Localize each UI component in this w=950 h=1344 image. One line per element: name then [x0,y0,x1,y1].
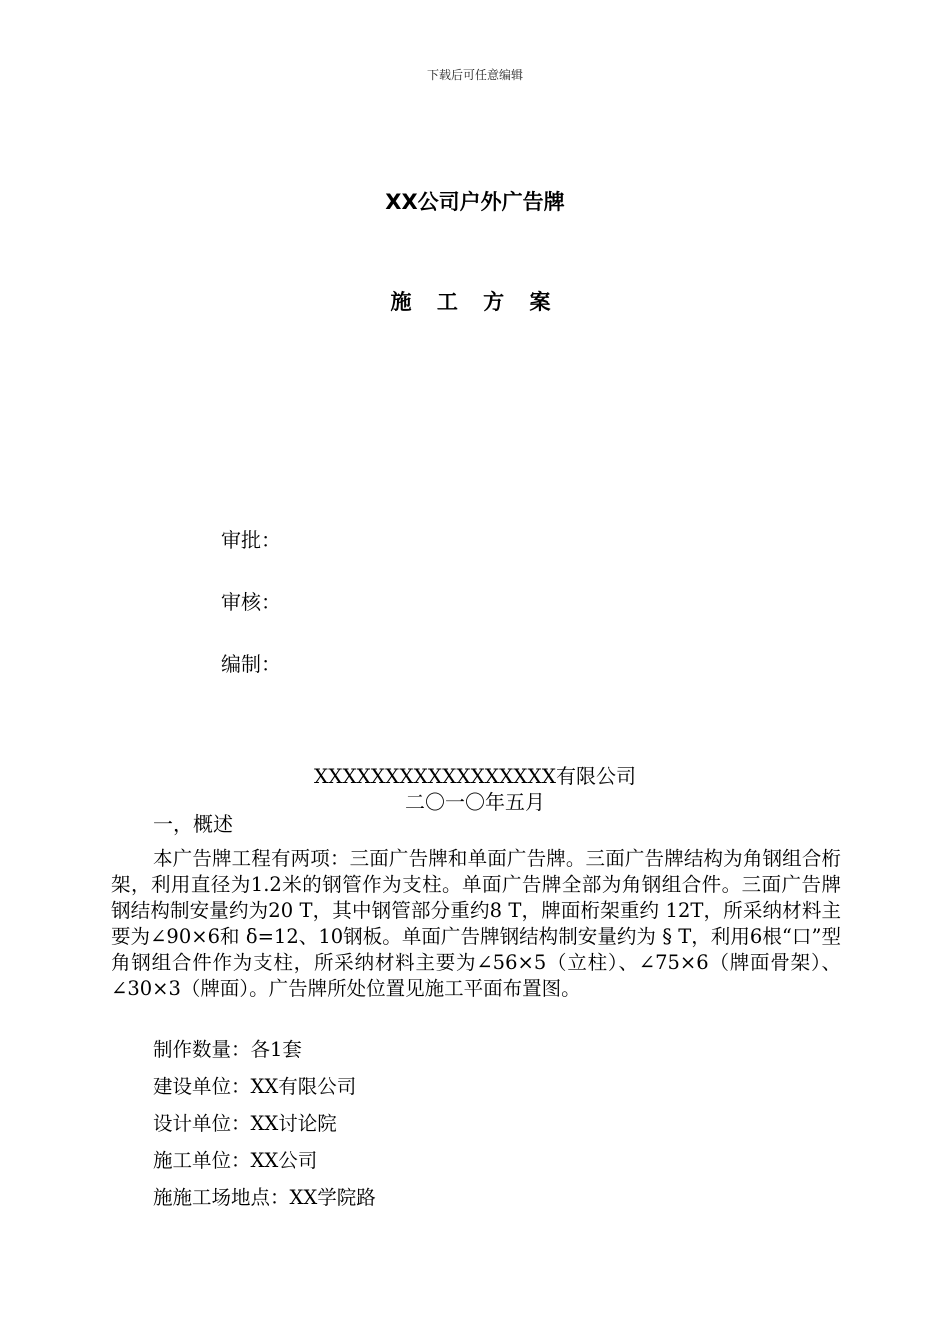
info-line-designer: 设计单位：XX讨论院 [153,1112,337,1135]
info-line-site: 施施工场地点：XX学院路 [153,1186,376,1209]
info-line-owner: 建设单位：XX有限公司 [153,1075,357,1098]
company-name: XXXXXXXXXXXXXXXXX有限公司 [313,764,637,788]
page-header-note: 下载后可任意编辑 [426,68,523,82]
document-subtitle: 施 工 方 案 [390,290,560,314]
sign-field-compile: 编制： [221,652,281,676]
document-date: 二〇一〇年五月 [405,790,545,814]
sign-field-approve: 审批： [221,528,281,552]
section-heading: 一，概述 [153,812,233,836]
info-line-contractor: 施工单位：XX公司 [153,1149,318,1172]
overview-paragraph: 本广告牌工程有两项：三面广告牌和单面广告牌。三面广告牌结构为角钢组合桁架，利用直径为1.2米的钢管作为支柱。单面广告牌全部为角钢组合件。三面广告牌钢结构制安量约为20 T，其中钢管部分重约8 T，牌面桁架重约 12T，所采纳材料主要为∠90×6和 δ=12、10钢板。单面广告牌钢结构制安量约为 § T，利用6根“口”型角钢组合件作为支柱，所采纳材料主要为∠56×5（立柱）、∠75×6（牌面骨架）、∠30×3（牌面）。广告牌所处位置见施工平面布置图。 [111,847,841,1000]
sign-field-review: 审核： [221,590,281,614]
info-line-quantity: 制作数量：各1套 [153,1038,302,1061]
document-title: XX公司户外广告牌 [385,190,565,214]
